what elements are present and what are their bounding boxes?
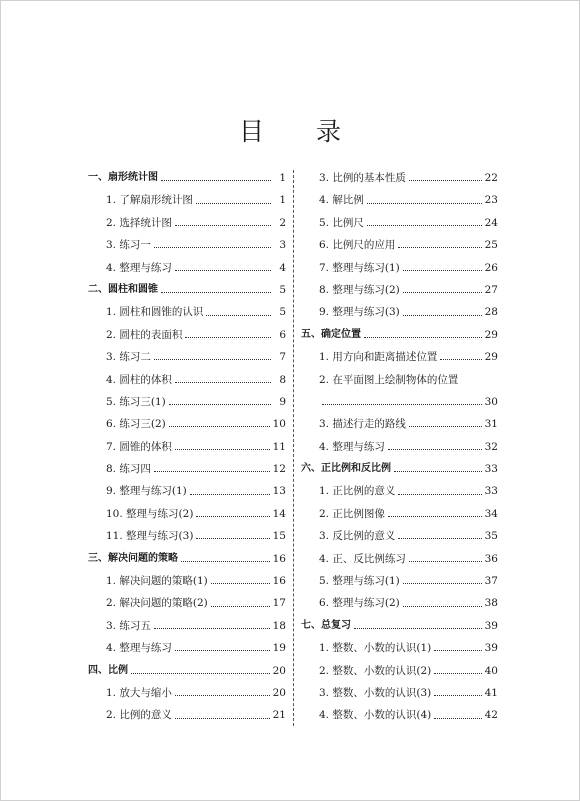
dot-leader — [175, 694, 270, 696]
toc-entry-label: 2. 选择统计图 — [106, 216, 172, 229]
dot-leader — [175, 448, 270, 450]
toc-entry-label: 五、确定位置 — [301, 328, 361, 340]
dot-leader — [175, 269, 271, 271]
toc-entry-label: 3. 练习二 — [106, 351, 151, 364]
toc-page-number: 16 — [272, 575, 286, 588]
toc-entry[interactable] — [301, 682, 498, 704]
dot-leader — [367, 224, 482, 226]
toc-page-number: 36 — [484, 552, 498, 565]
toc-entry-label: 7. 整理与练习(1) — [319, 261, 400, 274]
toc-entry[interactable] — [301, 570, 498, 592]
toc-entry-label: 5. 练习三(1) — [106, 395, 166, 408]
toc-entry-label: 3. 练习一 — [106, 239, 151, 252]
dot-leader — [398, 246, 481, 248]
toc-page-number: 37 — [484, 575, 498, 588]
toc-page-number: 11 — [272, 440, 286, 453]
toc-page-number: 15 — [272, 530, 286, 543]
dot-leader — [388, 515, 482, 517]
toc-entry-label: 1. 放大与缩小 — [106, 686, 172, 699]
toc-entry-label: 1. 解决问题的策略(1) — [106, 575, 208, 588]
toc-entry-label: 11. 整理与练习(3) — [106, 530, 194, 543]
toc-entry[interactable] — [301, 279, 498, 301]
dot-leader — [403, 582, 482, 584]
toc-section[interactable] — [88, 548, 286, 570]
toc-section[interactable] — [88, 279, 286, 301]
toc-entry[interactable] — [88, 615, 286, 637]
toc-entry[interactable] — [301, 391, 498, 413]
toc-entry-label: 4. 整数、小数的认识(4) — [319, 709, 432, 722]
toc-page-number: 34 — [484, 507, 498, 520]
toc-entry[interactable] — [301, 436, 498, 458]
dot-leader — [206, 314, 271, 316]
toc-section[interactable] — [301, 615, 498, 637]
dot-leader — [434, 649, 481, 651]
toc-entry-label: 7. 圆锥的体积 — [106, 440, 172, 453]
toc-entry[interactable] — [301, 525, 498, 547]
dot-leader — [364, 336, 482, 338]
toc-entry-label: 2. 整数、小数的认识(2) — [319, 664, 432, 677]
dot-leader — [403, 314, 482, 316]
toc-section[interactable] — [301, 458, 498, 480]
column-divider — [293, 170, 294, 726]
toc-page-number: 5 — [279, 283, 286, 296]
toc-page-number: 41 — [484, 686, 498, 699]
toc-entry[interactable] — [301, 503, 498, 525]
toc-entry[interactable] — [301, 548, 498, 570]
toc-entry-label: 3. 比例的基本性质 — [319, 172, 406, 184]
toc-entry[interactable] — [88, 704, 286, 726]
toc-page-number: 26 — [484, 261, 498, 274]
toc-entry-label: 5. 整理与练习(1) — [319, 575, 400, 588]
dot-leader — [409, 179, 482, 181]
toc-page-number: 31 — [484, 418, 498, 431]
toc-entry-label: 2. 圆柱的表面积 — [106, 328, 183, 341]
dot-leader — [175, 381, 271, 383]
toc-entry[interactable] — [88, 682, 286, 704]
toc-section[interactable] — [301, 324, 498, 346]
toc-entry-label: 6. 整理与练习(2) — [319, 597, 400, 610]
dot-leader — [196, 202, 271, 204]
dot-leader — [190, 493, 270, 495]
toc-page-number: 9 — [279, 395, 286, 408]
toc-entry-label: 1. 用方向和距离描述位置 — [319, 351, 438, 364]
toc-entry-label: 10. 整理与练习(2) — [106, 507, 194, 520]
dot-leader — [409, 425, 482, 427]
toc-page-number: 17 — [272, 597, 286, 610]
toc-page-number: 8 — [279, 373, 286, 386]
toc-section[interactable] — [88, 167, 286, 189]
toc-page-number: 20 — [272, 686, 286, 699]
toc-entry-label: 4. 正、反比例练习 — [319, 552, 406, 565]
toc-entry-label: 4. 整理与练习 — [106, 261, 172, 274]
toc-page-number: 14 — [272, 507, 286, 520]
toc-page-number: 3 — [279, 239, 286, 252]
toc-entry-label: 2. 比例的意义 — [106, 709, 172, 722]
toc-entry-label: 1. 正比例的意义 — [319, 485, 396, 498]
toc-entry[interactable] — [301, 346, 498, 368]
page-title: 目 录 — [239, 117, 363, 146]
toc-entry-label: 6. 练习三(2) — [106, 418, 166, 431]
toc-entry[interactable] — [88, 592, 286, 614]
toc-entry[interactable] — [88, 503, 286, 525]
toc-page-number: 24 — [484, 216, 498, 229]
toc-page-number: 39 — [484, 619, 498, 632]
dot-leader — [181, 560, 270, 562]
toc-entry[interactable] — [88, 234, 286, 256]
dot-leader — [403, 605, 482, 607]
toc-page-number: 27 — [484, 283, 498, 296]
toc-page-number: 39 — [484, 642, 498, 655]
toc-entry-label: 3. 整数、小数的认识(3) — [319, 686, 432, 699]
dot-leader — [409, 560, 482, 562]
toc-page-number: 12 — [272, 463, 286, 476]
toc-entry[interactable] — [301, 480, 498, 502]
toc-entry-label: 4. 圆柱的体积 — [106, 373, 172, 386]
toc-page-number: 29 — [484, 328, 498, 341]
dot-leader — [131, 672, 270, 674]
dot-leader — [398, 537, 481, 539]
toc-entry[interactable] — [301, 257, 498, 279]
toc-page-number: 22 — [484, 172, 498, 184]
toc-entry[interactable] — [88, 391, 286, 413]
toc-entry-label: 4. 整理与练习 — [319, 440, 385, 453]
toc-entry-label: 8. 整理与练习(2) — [319, 283, 400, 296]
toc-entry[interactable] — [88, 301, 286, 323]
toc-entry-label: 3. 练习五 — [106, 619, 151, 632]
dot-leader — [175, 717, 270, 719]
toc-page-number: 1 — [279, 172, 286, 184]
toc-entry-label: 3. 描述行走的路线 — [319, 418, 406, 431]
dot-leader — [196, 515, 269, 517]
toc-page-number: 33 — [484, 463, 498, 476]
dot-leader — [322, 403, 482, 405]
toc-page-number: 35 — [484, 530, 498, 543]
toc-entry[interactable] — [301, 212, 498, 234]
toc-entry[interactable] — [301, 660, 498, 682]
toc-page-number: 4 — [279, 261, 286, 274]
toc-entry-label: 一、扇形统计图 — [88, 172, 158, 183]
toc-entry[interactable] — [301, 369, 498, 391]
toc-entry[interactable] — [88, 525, 286, 547]
toc-page-number: 29 — [484, 351, 498, 364]
dot-leader — [154, 246, 271, 248]
toc-entry[interactable] — [301, 301, 498, 323]
toc-page-number: 32 — [484, 440, 498, 453]
toc-entry[interactable] — [301, 234, 498, 256]
toc-entry-label: 9. 整理与练习(1) — [106, 485, 187, 498]
toc-entry[interactable] — [88, 324, 286, 346]
toc-entry[interactable] — [301, 167, 498, 189]
toc-entry[interactable] — [88, 189, 286, 211]
dot-leader — [354, 627, 482, 629]
toc-entry-label: 9. 整理与练习(3) — [319, 306, 400, 319]
toc-entry[interactable] — [88, 212, 286, 234]
dot-leader — [398, 493, 481, 495]
toc-entry-label: 六、正比例和反比例 — [301, 463, 391, 475]
toc-entry[interactable] — [88, 570, 286, 592]
toc-entry-label: 3. 反比例的意义 — [319, 530, 396, 543]
toc-entry-label: 四、比例 — [88, 664, 128, 676]
dot-leader — [434, 672, 481, 674]
toc-page-number: 1 — [279, 194, 286, 207]
toc-right-column — [301, 167, 498, 727]
dot-leader — [440, 358, 481, 360]
toc-page-number: 23 — [484, 194, 498, 207]
toc-page-number: 5 — [279, 306, 286, 319]
toc-left-column — [88, 167, 286, 727]
dot-leader — [367, 202, 482, 204]
dot-leader — [169, 425, 270, 427]
toc-entry[interactable] — [88, 369, 286, 391]
toc-entry[interactable] — [88, 257, 286, 279]
toc-entry-label: 七、总复习 — [301, 619, 351, 631]
toc-entry-label: 1. 了解扇形统计图 — [106, 194, 193, 207]
toc-page-number: 21 — [272, 709, 286, 722]
dot-leader — [434, 717, 481, 719]
toc-entry-label: 二、圆柱和圆锥 — [88, 283, 158, 295]
dot-leader — [175, 224, 271, 226]
toc-page-number: 33 — [484, 485, 498, 498]
toc-page-number: 28 — [484, 306, 498, 319]
toc-page-number: 20 — [272, 664, 286, 677]
toc-page-number: 7 — [279, 351, 286, 364]
toc-entry-label: 8. 练习四 — [106, 463, 151, 476]
toc-page-number: 16 — [272, 552, 286, 565]
toc-entry-label: 4. 解比例 — [319, 194, 364, 207]
toc-entry[interactable] — [301, 413, 498, 435]
toc-page-number: 19 — [272, 642, 286, 655]
dot-leader — [388, 448, 482, 450]
toc-page-number: 18 — [272, 619, 286, 632]
toc-page-number: 13 — [272, 485, 286, 498]
toc-entry[interactable] — [301, 637, 498, 659]
toc-section[interactable] — [88, 660, 286, 682]
dot-leader — [154, 358, 271, 360]
dot-leader — [403, 291, 482, 293]
toc-entry[interactable] — [301, 592, 498, 614]
toc-entry-label: 1. 整数、小数的认识(1) — [319, 642, 432, 655]
dot-leader — [169, 403, 271, 405]
toc-entry-label: 三、解决问题的策略 — [88, 552, 178, 564]
toc-entry[interactable] — [88, 413, 286, 435]
toc-entry-label: 2. 在平面图上绘制物体的位置 — [319, 373, 459, 386]
dot-leader — [394, 470, 482, 472]
toc-page-number: 6 — [279, 328, 286, 341]
dot-leader — [434, 694, 481, 696]
toc-entry[interactable] — [301, 704, 498, 726]
dot-leader — [196, 537, 269, 539]
toc-page-number: 38 — [484, 597, 498, 610]
toc-entry-label: 4. 整理与练习 — [106, 642, 172, 655]
toc-entry-label: 6. 比例尺的应用 — [319, 239, 396, 252]
toc-page-number: 25 — [484, 239, 498, 252]
toc-entry-label: 5. 比例尺 — [319, 216, 364, 229]
toc-page-number: 42 — [484, 709, 498, 722]
toc-entry[interactable] — [88, 458, 286, 480]
toc-entry[interactable] — [88, 436, 286, 458]
toc-entry-label: 2. 正比例图像 — [319, 507, 385, 520]
toc-page-number: 10 — [272, 418, 286, 431]
toc-entry[interactable] — [88, 637, 286, 659]
dot-leader — [154, 470, 270, 472]
dot-leader — [161, 179, 271, 181]
dot-leader — [211, 582, 270, 584]
dot-leader — [185, 336, 271, 338]
dot-leader — [175, 649, 270, 651]
toc-page-number: 2 — [279, 216, 286, 229]
dot-leader — [154, 627, 270, 629]
toc-entry[interactable] — [88, 480, 286, 502]
toc-page-number: 40 — [484, 664, 498, 677]
toc-page-number: 30 — [484, 395, 498, 408]
toc-entry[interactable] — [88, 346, 286, 368]
toc-entry[interactable] — [301, 189, 498, 211]
dot-leader — [211, 605, 270, 607]
toc-entry-label: 2. 解决问题的策略(2) — [106, 597, 208, 610]
dot-leader — [403, 269, 482, 271]
dot-leader — [161, 291, 271, 293]
toc-entry-label: 1. 圆柱和圆锥的认识 — [106, 306, 204, 319]
